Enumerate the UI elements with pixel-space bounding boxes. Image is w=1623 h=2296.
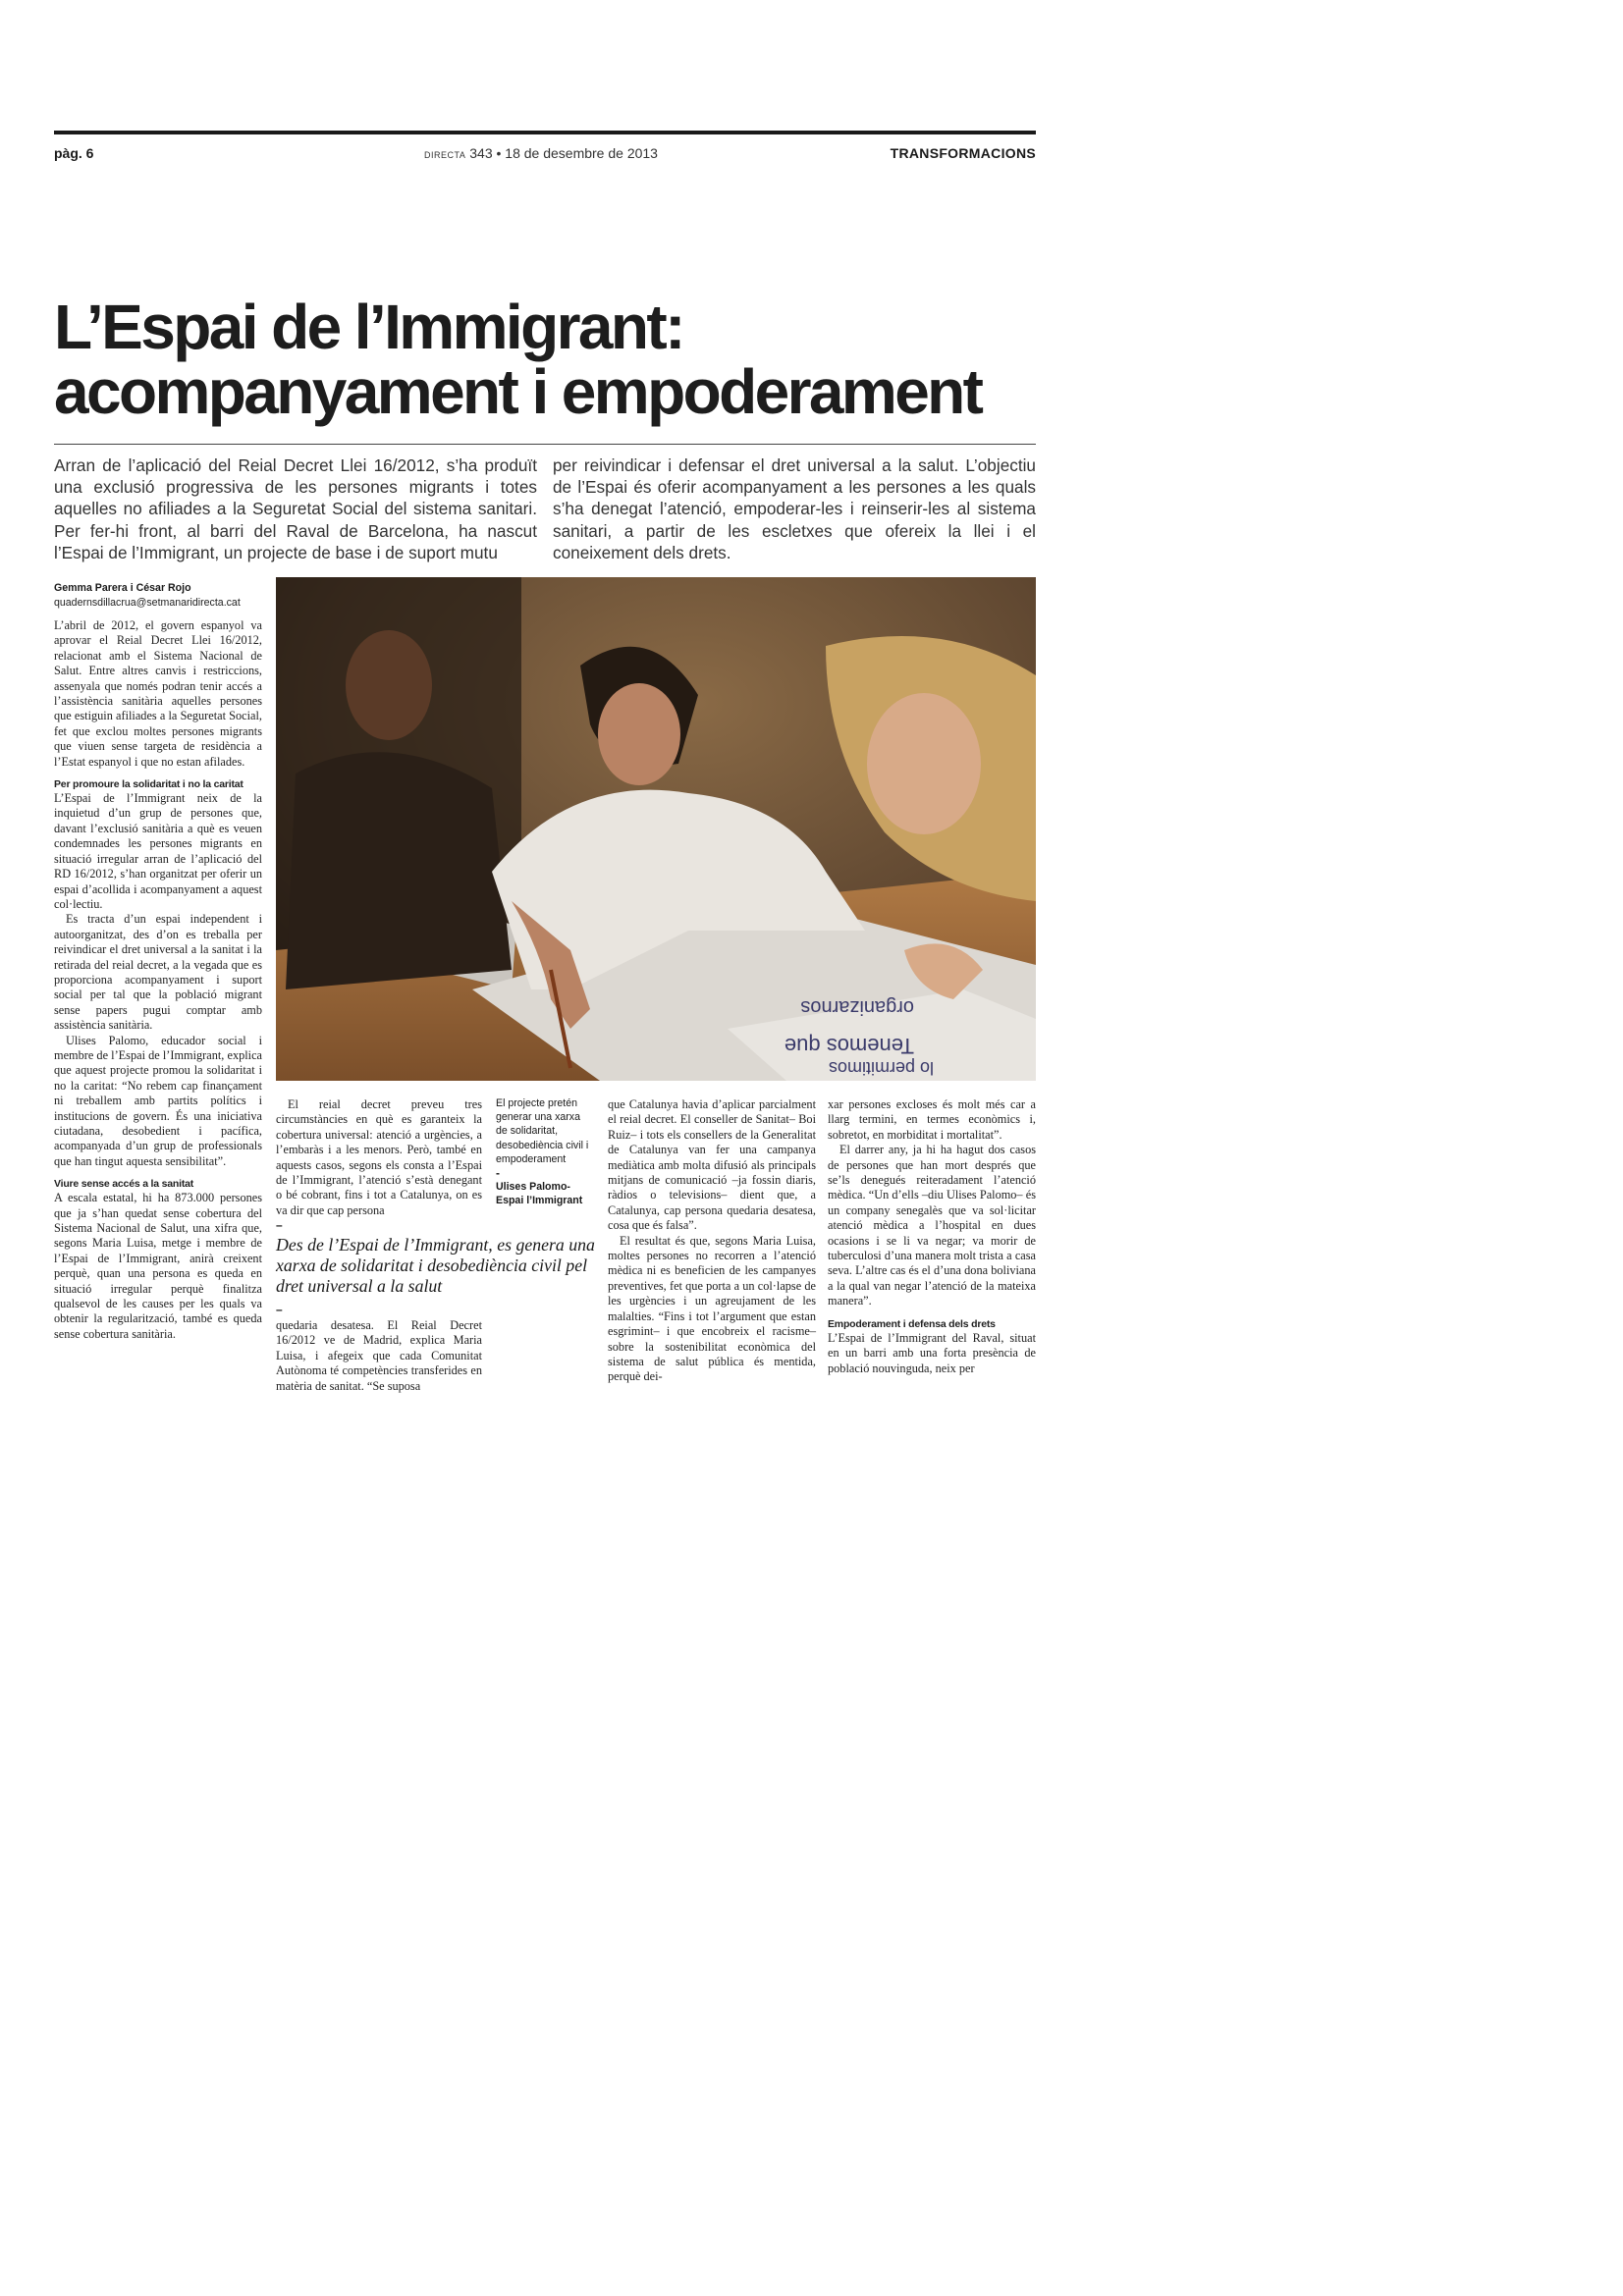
col1-paragraph-2: L’Espai de l’Immigrant neix de la inquietud d’un grup de persones que, davant l’exclusió sanitària a què es veuen condemnades les persones migrants en situació irregular arran de l’aplicació del RD 16/2012, s’han organitzat per oferir un espai d’acollida i acompanyament a aquest col·lectiu.: [54, 791, 262, 911]
photo-paper-text-2: organizarnos: [800, 996, 914, 1018]
col4-paragraph-2: El resultat és que, segons Maria Luisa, moltes persones no recorren a l’atenció mèdica ni es beneficien de les campanyes preventives, fet que porta a un col·lapse de les urgències i un agreujament de les malalties. “Fins i tot l’argument que estan esgrimint– i que encobreix el racisme– sobre la sostenibilitat econòmica del sistema de salut pública és mentida, perquè dei-: [608, 1233, 816, 1384]
article-photo: [276, 577, 1036, 1081]
photo-person-center-face: [598, 683, 680, 785]
article-column-3: [276, 1318, 482, 1394]
headline-rule: [54, 444, 1036, 445]
col3-paragraph-1: quedaria desatesa. El Reial Decret 16/2012 ve de Madrid, explica Maria Luisa, i afegeix que cada Comunitat Autònoma té competències transferides en matèria de sanitat. “Se suposa: [276, 1318, 482, 1393]
page-number: pàg. 6: [54, 145, 94, 161]
byline-authors: Gemma Parera i César Rojo: [54, 582, 191, 594]
photo-person-right-face: [867, 693, 981, 834]
article-column-5: [828, 1097, 1036, 1376]
pull-quote-text: El projecte pretén generar una xarxa de solidaritat, desobediència civil i empoderament: [496, 1097, 589, 1165]
col1-paragraph-4: Ulises Palomo, educador social i membre de l’Espai de l’Immigrant, explica que aquest projecte promou la solidaritat i no la caritat: “No rebem cap finançament ni treballem amb partits polítics i institucions de govern. És una iniciativa ciutadana, desobedient i pacífica, acompanyada d’un grup de professionals que han tingut aquesta sensibilitat”.: [54, 1033, 262, 1168]
lead-paragraph-part-2: per reivindicar i defensar el dret universal a la salut. L’objectiu de l’Espai és oferir acompanyament a les persones a les quals s’ha denegat l’atenció, empoderar-les i reinserir-les al sistema sanitari, a partir de les escletxes que ofereix la llei i el coneixement dels drets.: [553, 455, 1036, 562]
photo-person-left-head: [346, 630, 432, 740]
section-name: TRANSFORMACIONS: [890, 145, 1036, 161]
byline-email: quadernsdillacrua@setmanaridirecta.cat: [54, 597, 241, 609]
photo-paper-text-1: Tenemos que: [784, 1034, 914, 1058]
issue-date: 343 • 18 de desembre de 2013: [469, 145, 658, 161]
col1-paragraph-1: L’abril de 2012, el govern espanyol va aprovar el Reial Decret Llei 16/2012, relacionat amb el Sistema Nacional de Salut. Entre altres canvis i restriccions, assenyala que només podran tenir accés a l’assistència sanitària aquelles persones que estiguin afiliades a la Seguretat Social, fet que exclou moltes persones migrants que viuen sense targeta de residència a l’Estat espanyol i que no estan afilades.: [54, 618, 262, 769]
top-rule: [54, 131, 1036, 134]
col5-paragraph-3: L’Espai de l’Immigrant del Raval, situat en un barri amb una forta presència de població nouvinguda, neix per: [828, 1330, 1036, 1375]
newspaper-page: [0, 0, 1082, 1530]
subheading-sanitat: Viure sense accés a la sanitat: [54, 1178, 194, 1191]
col4-paragraph-1: que Catalunya havia d’aplicar parcialment el reial decret. El conseller de Sanitat– Boi Ruiz– i tots els consellers de la Generalitat de Catalunya van fer una campanya mediàtica amb molta difusió als principals mitjans de comunicació –ja fossin diaris, ràdios o televisions– dient que, a Catalunya, cap persona quedaria desatesa, cosa que és falsa”.: [608, 1097, 816, 1233]
col5-paragraph-2: El darrer any, ja hi ha hagut dos casos de persones que han mort després que se’ls denegués reiteradament l’atenció mèdica. “Un d’ells –diu Ulises Palomo– és un company senegalès que va sol·licitar atenció mèdica a l’hospital en dues ocasions i se li va negar; va morir de tuberculosi d’una manera molt trista a casa seva. L’altre cas és el d’una dona boliviana a la qual van negar l’atenció de la mateixa manera”.: [828, 1143, 1036, 1308]
article-column-1: [54, 618, 262, 1342]
pull-quote-attribution: Ulises Palomo-Espai l’Immigrant: [496, 1181, 583, 1207]
headline-line-2: acompanyament i empoderament: [54, 356, 982, 427]
pull-quote: [496, 1096, 594, 1208]
headline-line-1: L’Espai de l’Immigrant:: [54, 292, 683, 362]
article-column-4: [608, 1097, 816, 1385]
quote-close-dash: –: [276, 1303, 283, 1316]
pull-quote-dash: -: [496, 1166, 500, 1181]
photo-illustration: [276, 577, 1036, 1081]
photo-paper-text-3: lo permitimos: [828, 1058, 934, 1078]
subheading-solidaritat: Per promoure la solidaritat i no la caritat: [54, 778, 243, 791]
col1-paragraph-5: A escala estatal, hi ha 873.000 persones que ja s’han quedat sense cobertura del Sistema Nacional de Salut, una xifra que, segons Maria Luisa, metge i membre de l’Espai de l’Immigrant, anirà creixent perquè, quan una persona es queda en situació irregular perquè finalitza qualsevol de les causes per les quals va obtenir la regularització, també es queda sense cobertura sanitària.: [54, 1191, 262, 1341]
col5-paragraph-1: xar persones excloses és molt més car a llarg termini, en termes econòmics i, sobretot, en morbiditat i mortalitat”.: [828, 1097, 1036, 1142]
quote-open-dash: –: [276, 1218, 283, 1232]
publication-name: DIRECTA: [424, 150, 466, 160]
lead-paragraph-part-1: Arran de l’aplicació del Reial Decret Llei 16/2012, s’ha produït una exclusió progressiva de les persones migrants i totes aquelles no afiliades a la Seguretat Social del sistema sanitari. Per fer-hi front, al barri del Raval de Barcelona, ha nascut l’Espai de l’Immigrant, un projecte de base i de suport mutu: [54, 455, 537, 562]
subheading-empoderament: Empoderament i defensa dels drets: [828, 1317, 996, 1330]
article-column-2: [276, 1097, 482, 1218]
highlight-quote: Des de l’Espai de l’Immigrant, es genera una xarxa de solidaritat i desobediència civil pel dret universal a la salut: [276, 1235, 595, 1296]
col1-paragraph-3: Es tracta d’un espai independent i autoorganitzat, des d’on es treballa per reivindicar el dret universal a la sanitat i la retirada del reial decret, a la vegada que es proporciona acompanyament i suport social per tal que la població migrant sense papers pugui comptar amb assistència sanitària.: [54, 912, 262, 1033]
photo-person-left-body: [286, 752, 512, 989]
col2-paragraph-1: El reial decret preveu tres circumstàncies en què es garanteix la cobertura universal: atenció a urgències, a l’embaràs i a les menors. Però, també en aquests casos, segons els consta a l’Espai de l’Immigrant, l’atenció s’està denegant o bé cobrant, fins i tot a Catalunya, on es va dir que cap persona: [276, 1097, 482, 1217]
headline: [54, 292, 1036, 427]
byline: [54, 581, 265, 611]
